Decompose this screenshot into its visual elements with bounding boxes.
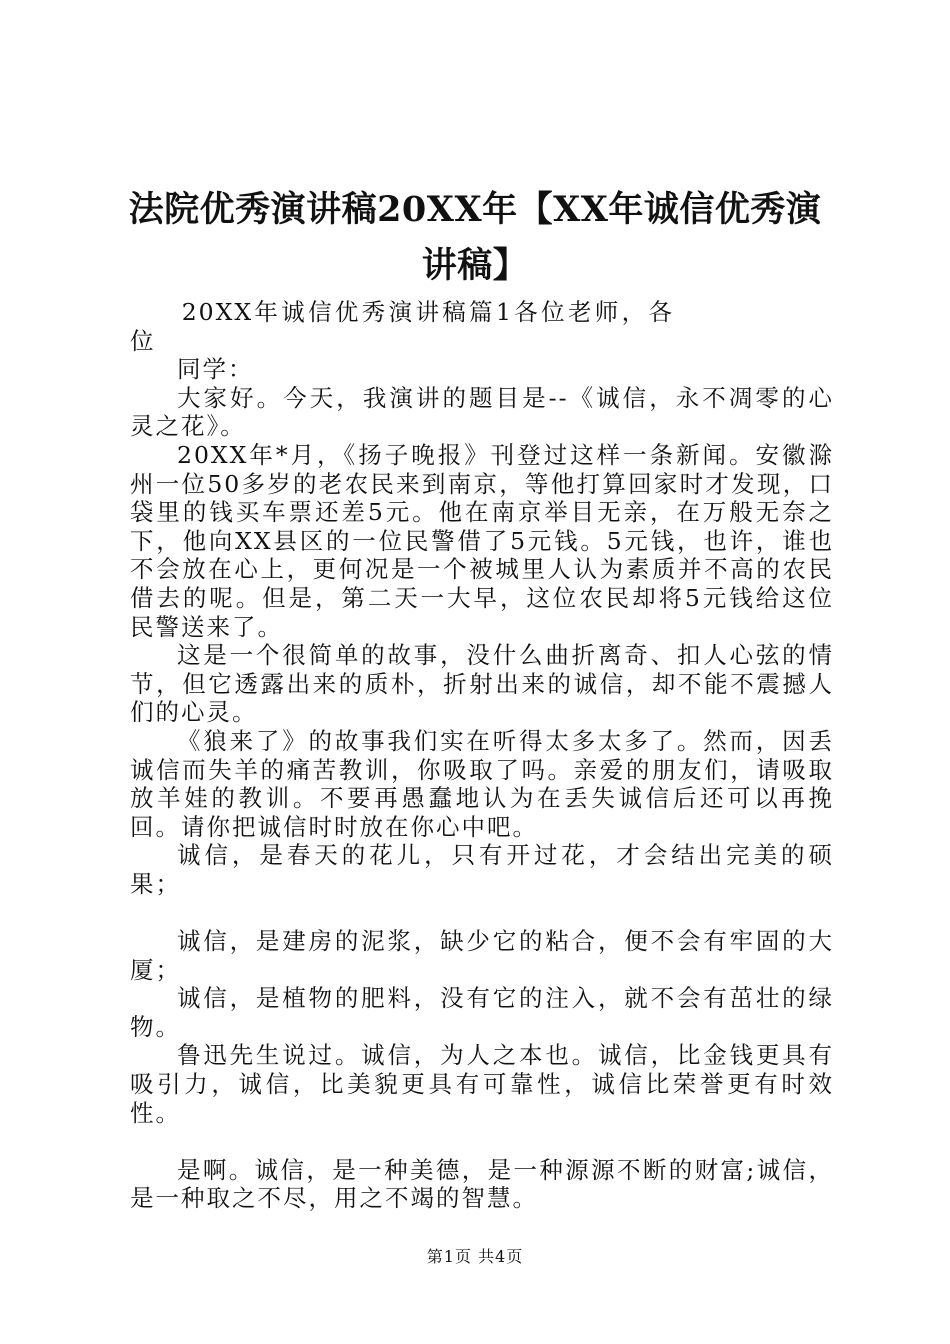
page-footer: 第1页 共4页 [426,1247,524,1266]
paragraph-3: 大家好。今天，我演讲的题目是--《诚信，永不凋零的心灵之花》。 [130,383,834,441]
paragraph-10: 鲁迅先生说过。诚信，为人之本也。诚信，比金钱更具有吸引力，诚信，比美貌更具有可靠性，诚信比荣誉更有时效性。 [130,1041,834,1127]
paragraph-8: 诚信，是建房的泥浆，缺少它的粘合，便不会有牢固的大厦； [130,927,834,984]
document-title: 法院优秀演讲稿20XX年【XX年诚信优秀演讲稿】 [128,189,822,286]
paragraph-7: 诚信，是春天的花儿，只有开过花，才会结出完美的硕果； [130,841,834,898]
paragraph-6: 《狼来了》的故事我们实在听得太多太多了。然而，因丢诚信而失羊的痛苦教训，你吸取了吗。亲爱的朋友们，请吸取放羊娃的教训。不要再愚蠢地认为在丢失诚信后还可以再挽回。请你把诚信时时放在你心中吧。 [130,726,834,841]
paragraph-4: 20XX年*月，《扬子晚报》刊登过这样一条新闻。安徽滁州一位50多岁的老农民来到南京，等他打算回家时才发现，口袋里的钱买车票还差5元。他在南京举目无亲，在万般无奈之下，他向XX县区的一位民警借了5元钱。5元钱，也许，谁也不会放在心上，更何况是一个被城里人认为素质并不高的农民借去的呢。但是，第二天一大早，这位农民却将5元钱给这位民警送来了。 [130,440,834,641]
paragraph-5: 这是一个很简单的故事，没什么曲折离奇、扣人心弦的情节，但它透露出来的质朴，折射出来的诚信，却不能不震撼人们的心灵。 [130,641,834,727]
paragraph-2: 同学： [177,355,254,384]
paragraph-11: 是啊。诚信，是一种美德，是一种源源不断的财富;诚信，是一种取之不尽，用之不竭的智慧。 [130,1155,834,1213]
document-body [130,298,834,1213]
paragraph-9: 诚信，是植物的肥料，没有它的注入，就不会有茁壮的绿物。 [130,984,834,1041]
paragraph-1: 20XX年诚信优秀演讲稿篇1各位老师，各位 [130,298,674,355]
